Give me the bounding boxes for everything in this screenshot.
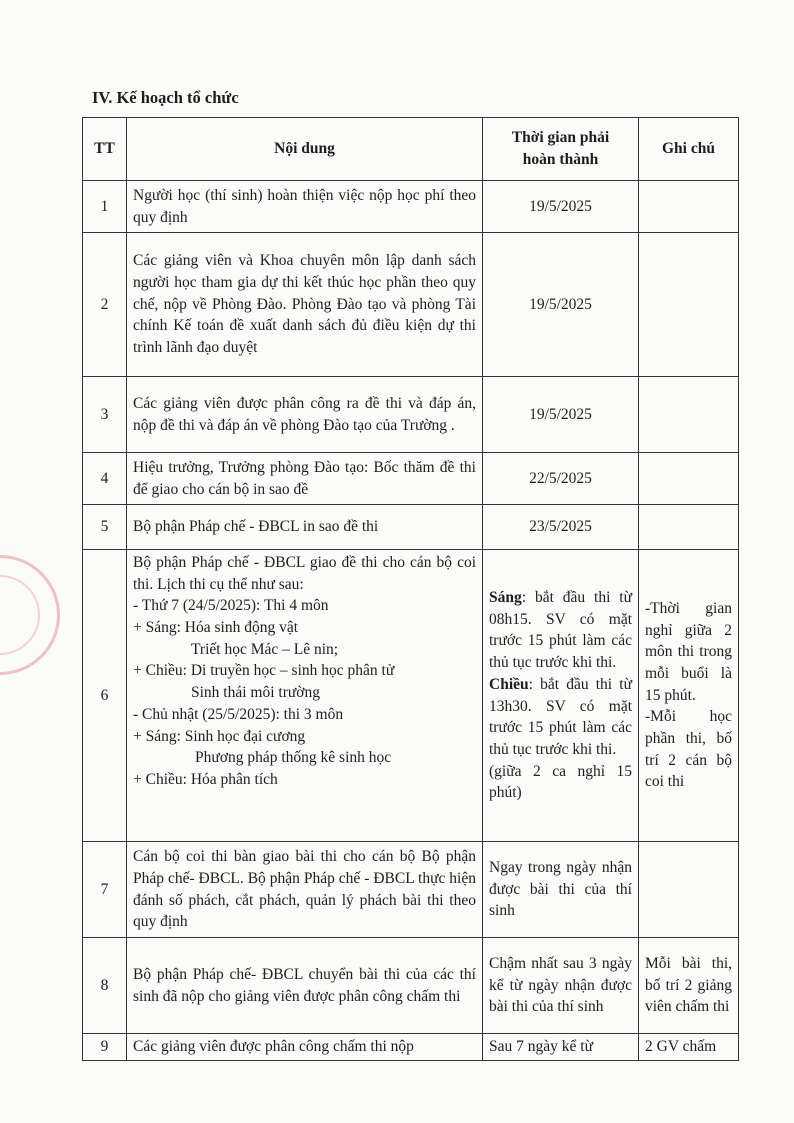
header-deadline-line1: Thời gian phải	[511, 129, 610, 147]
row-content: Hiệu trưởng, Trưởng phòng Đào tạo: Bốc thăm đề thi để giao cho cán bộ in sao đề	[127, 453, 483, 505]
row-number: 7	[83, 842, 127, 938]
table-row	[83, 181, 739, 233]
table-row	[83, 233, 739, 377]
row-deadline-schedule	[483, 550, 639, 842]
row-number: 4	[83, 453, 127, 505]
table-row	[83, 938, 739, 1034]
row-content-schedule	[127, 550, 483, 842]
header-content: Nội dung	[127, 118, 483, 181]
row-deadline: 19/5/2025	[483, 377, 639, 453]
row-deadline: 22/5/2025	[483, 453, 639, 505]
row-content: Bộ phận Pháp chế- ĐBCL chuyển bài thi của các thí sinh đã nộp cho giảng viên được phân công chấm thi	[127, 938, 483, 1034]
row-number: 9	[83, 1034, 127, 1061]
row-note-schedule	[639, 550, 739, 842]
morning-label: Sáng	[489, 589, 522, 607]
row-note	[639, 181, 739, 233]
plan-table	[82, 117, 739, 1061]
afternoon-label: Chiều	[489, 675, 529, 693]
row-deadline: Ngay trong ngày nhận được bài thi của thí sinh	[483, 842, 639, 938]
morning-session	[489, 587, 632, 674]
morning-text: : bắt đầu thi từ 08h15. SV có mặt trước 15 phút làm các thủ tục trước khi thi.	[489, 589, 632, 672]
schedule-line: - Thứ 7 (24/5/2025): Thi 4 môn	[133, 597, 329, 615]
row-deadline: 19/5/2025	[483, 181, 639, 233]
row-deadline: Sau 7 ngày kể từ	[483, 1034, 639, 1061]
row-content: Các giảng viên được phân công chấm thi nộp	[127, 1034, 483, 1061]
row-content: Cán bộ coi thi bàn giao bài thi cho cán bộ Bộ phận Pháp chế- ĐBCL. Bộ phận Pháp chế - ĐBCL thực hiện đánh số phách, cắt phách, quản lý phách bài thi theo quy định	[127, 842, 483, 938]
header-row	[83, 118, 739, 181]
row-note	[639, 233, 739, 377]
row-deadline: 23/5/2025	[483, 505, 639, 550]
row-deadline: 19/5/2025	[483, 233, 639, 377]
table-row	[83, 550, 739, 842]
row-number: 6	[83, 550, 127, 842]
row-note: 2 GV chấm	[639, 1034, 739, 1061]
break-note: (giữa 2 ca nghỉ 15 phút)	[489, 762, 632, 802]
schedule-line: + Chiều: Di truyền học – sinh học phân tử	[133, 662, 395, 680]
header-note: Ghi chú	[639, 118, 739, 181]
schedule-line: Phương pháp thống kê sinh học	[195, 749, 392, 767]
header-deadline-line2: hoàn thành	[522, 151, 599, 168]
table-row	[83, 842, 739, 938]
schedule-line: + Sáng: Hóa sinh động vật	[133, 619, 299, 637]
note-line: -Thời gian nghỉ giữa 2 môn thi trong mỗi buổi là 15 phút.	[645, 599, 732, 704]
schedule-line: Triết học Mác – Lê nin;	[191, 640, 339, 658]
schedule-line: + Chiều: Hóa phân tích	[133, 770, 278, 788]
header-tt: TT	[83, 118, 127, 181]
row-number: 8	[83, 938, 127, 1034]
row-content: Các giảng viên và Khoa chuyên môn lập danh sách người học tham gia dự thi kết thúc học phần theo quy chế, nộp về Phòng Đào. Phòng Đào tạo và phòng Tài chính Kế toán đề xuất danh sách đủ điều kiện dự thi trình lãnh đạo duyệt	[127, 233, 483, 377]
schedule-line: Bộ phận Pháp chế - ĐBCL giao đề thi cho cán bộ coi thi. Lịch thi cụ thể như sau:	[133, 554, 476, 593]
table-row	[83, 377, 739, 453]
row-number: 2	[83, 233, 127, 377]
table-row	[83, 505, 739, 550]
afternoon-text: : bắt đầu thi từ 13h30. SV có mặt trước 15 phút làm các thủ tục trước khi thi.	[489, 675, 632, 758]
table-row	[83, 453, 739, 505]
row-note	[639, 453, 739, 505]
row-note: Mỗi bài thi, bố trí 2 giảng viên chấm thi	[639, 938, 739, 1034]
schedule-line: + Sáng: Sinh học đại cương	[133, 727, 306, 745]
row-number: 5	[83, 505, 127, 550]
header-deadline	[483, 118, 639, 181]
afternoon-session	[489, 674, 632, 761]
row-number: 3	[83, 377, 127, 453]
row-content: Các giảng viên được phân công ra đề thi và đáp án, nộp đề thi và đáp án về phòng Đào tạo của Trường .	[127, 377, 483, 453]
section-title: IV. Kế hoạch tổ chức	[92, 88, 239, 107]
row-note	[639, 842, 739, 938]
table-row	[83, 1034, 739, 1061]
row-content: Người học (thí sinh) hoàn thiện việc nộp học phí theo quy định	[127, 181, 483, 233]
row-number: 1	[83, 181, 127, 233]
row-note	[639, 377, 739, 453]
schedule-line: - Chủ nhật (25/5/2025): thi 3 môn	[133, 705, 344, 723]
row-note	[639, 505, 739, 550]
row-deadline: Chậm nhất sau 3 ngày kể từ ngày nhận được bài thi của thí sinh	[483, 938, 639, 1034]
note-line: -Mỗi học phần thi, bố trí 2 cán bộ coi thi	[645, 708, 732, 791]
row-content: Bộ phận Pháp chế - ĐBCL in sao đề thi	[127, 505, 483, 550]
schedule-line: Sinh thái môi trường	[191, 684, 320, 702]
